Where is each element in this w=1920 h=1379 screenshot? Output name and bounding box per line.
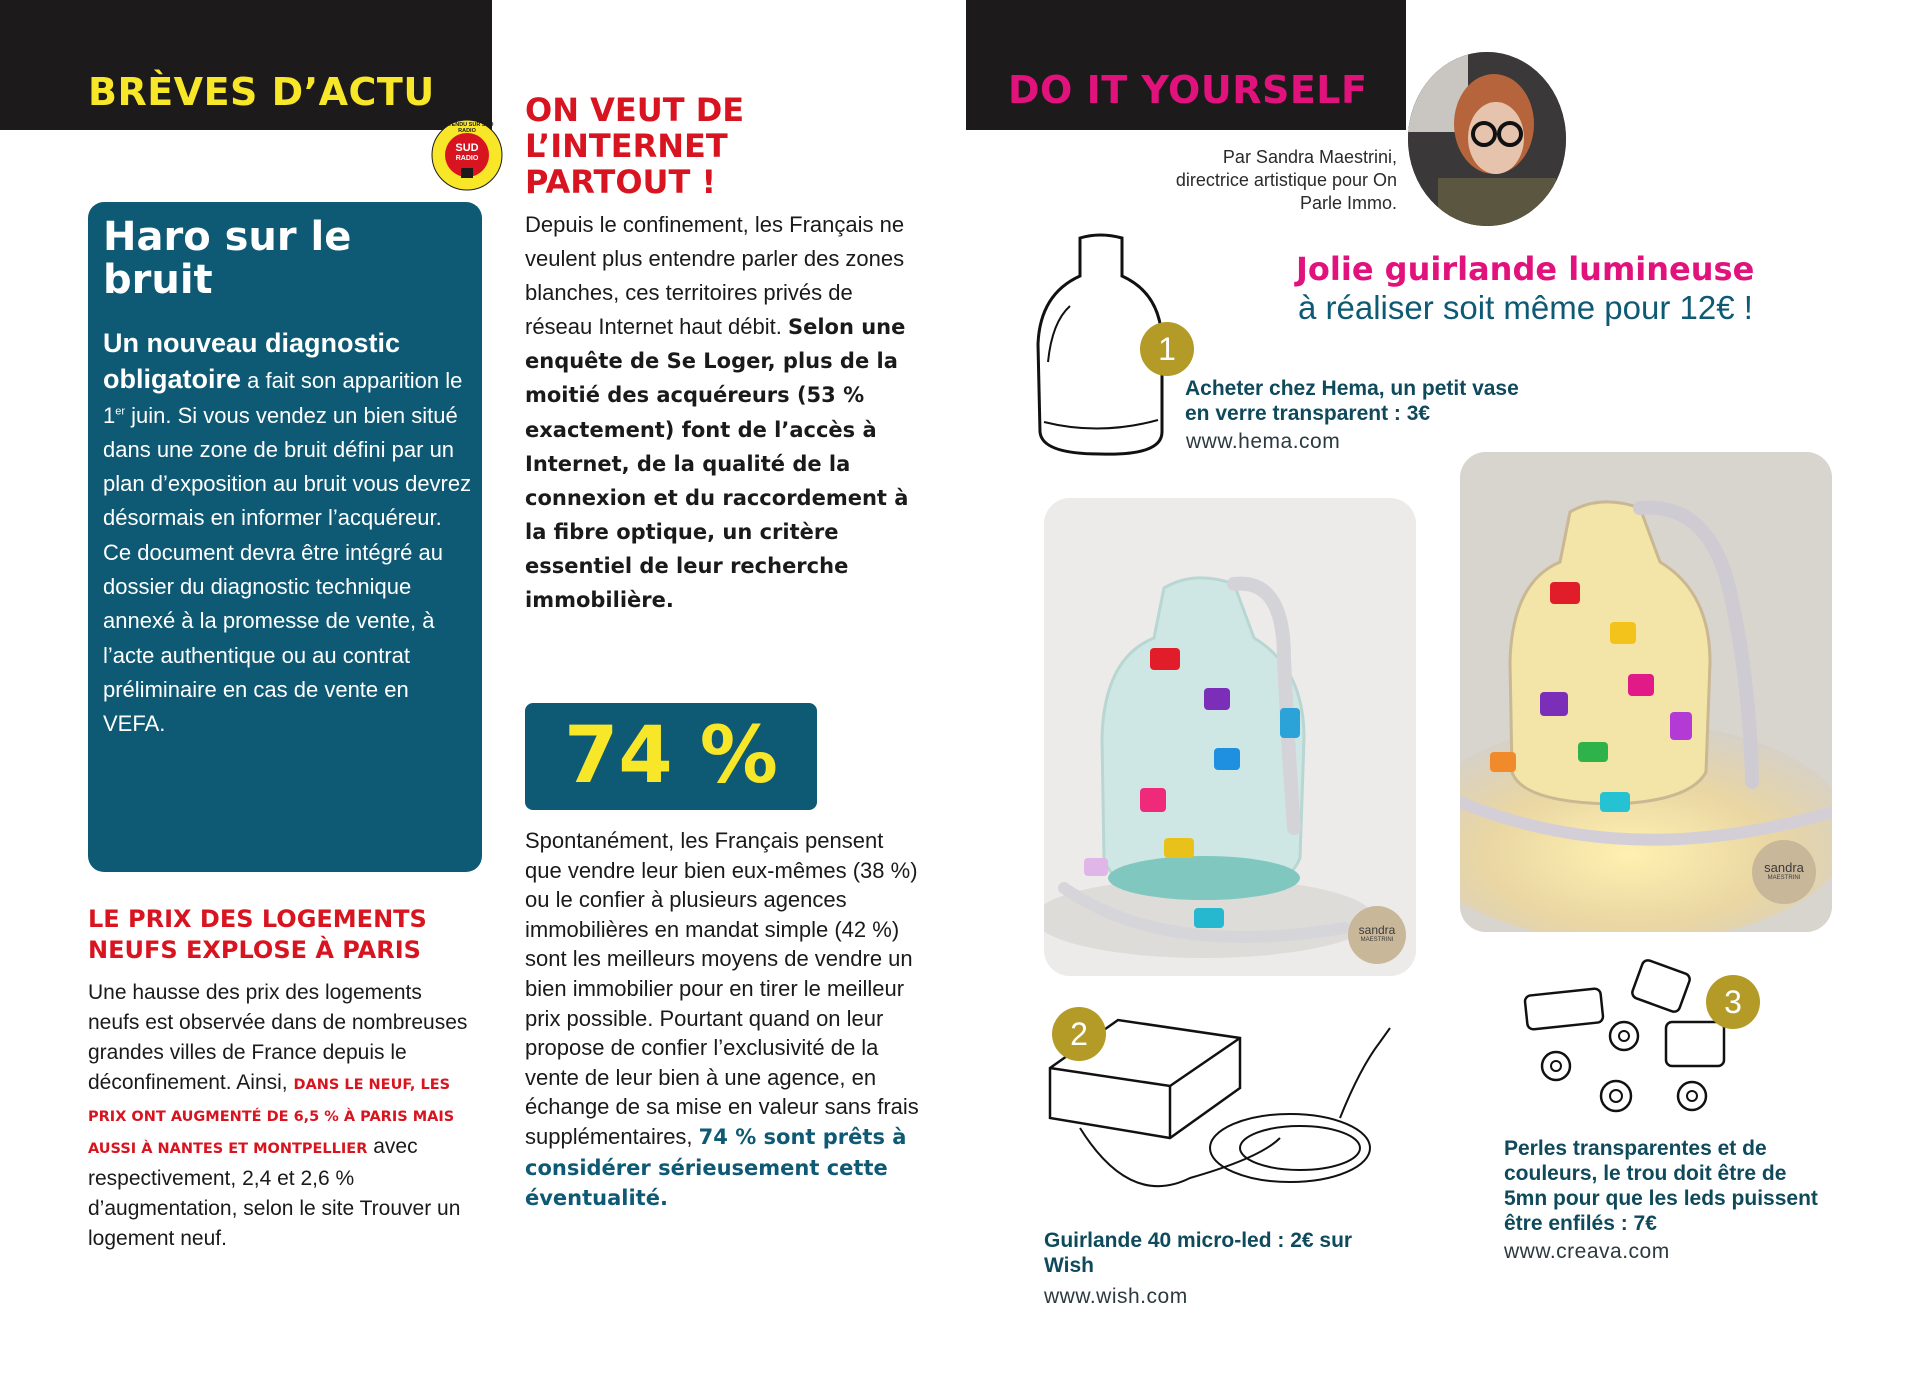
garland-photo-lit: [1460, 452, 1832, 932]
right-header-title: DO IT YOURSELF: [1008, 68, 1368, 112]
left-header-title: BRÈVES D’ACTU: [88, 70, 435, 114]
noise-article-box: [88, 202, 482, 872]
stat-value: 74 %: [564, 711, 778, 801]
step-2-text: Guirlande 40 micro-led : 2€ sur Wish: [1044, 1229, 1353, 1277]
step-3-text: Perles transparentes et de couleurs, le trou doit être de 5mn pour que les leds puissent être enfilés : 7€: [1504, 1137, 1818, 1235]
selling-body: [525, 826, 925, 1214]
garland-photo-unlit: [1044, 498, 1416, 976]
prices-text-b: avec respectivement, 2,4 et 2,6 % d’augmentation, selon le site Trouver un logement neuf.: [88, 1135, 461, 1250]
sud-radio-logo-line-2: RADIO: [455, 155, 479, 162]
noise-lead: Un nouveau diagnostic obligatoire: [103, 328, 401, 395]
selling-text-strong: 74 % sont prêts à considérer sérieusement cette éventualité.: [525, 1124, 907, 1211]
step-3-url: www.creava.com: [1504, 1240, 1670, 1263]
prices-text-a: Une hausse des prix des logements neufs est observée dans de nombreuses grandes villes de France depuis le déconfinement. Ainsi,: [88, 981, 468, 1094]
step-1-url: www.hema.com: [1186, 430, 1341, 453]
watermark-1-line-2: MAESTRINI: [1360, 937, 1394, 943]
diy-headline: Jolie guirlande lumineuse: [1296, 250, 1755, 288]
sud-radio-badge: [430, 118, 504, 192]
internet-body: [525, 208, 920, 617]
internet-text-strong: Selon une enquête de Se Loger, plus de la moitié des acquéreurs (53 % exactement) font de l’accès à Internet, de la qualité de la connexion et du raccordement à la fibre optique, un critère essentiel de leur recherche immobilière.: [525, 315, 909, 613]
prices-title: LE PRIX DES LOGEMENTS NEUFS EXPLOSE À PARIS: [88, 905, 427, 964]
watermark-2-line-1: sandra: [1764, 860, 1804, 875]
stat-box: [525, 703, 817, 810]
author-credit: Par Sandra Maestrini, directrice artistique pour On Parle Immo.: [1175, 147, 1397, 213]
internet-text-a: Depuis le confinement, les Français ne veulent plus entendre parler des zones blanches, ces territoires privés de réseau Internet haut débit.: [525, 212, 905, 340]
internet-title: ON VEUT DE L’INTERNET PARTOUT !: [525, 91, 745, 201]
step-3-number: 3: [1706, 975, 1760, 1029]
prices-text-red: DANS LE NEUF, LES PRIX ONT AUGMENTÉ DE 6,5 % À PARIS MAIS AUSSI À NANTES ET MONTPELLIER: [88, 1077, 455, 1157]
sud-radio-logo-line-1: SUD: [455, 142, 479, 154]
author-photo: [1408, 52, 1566, 226]
noise-text-a: a fait son apparition le 1: [103, 368, 463, 428]
noise-sup: er: [115, 405, 126, 418]
noise-title: Haro sur le bruit: [103, 214, 352, 303]
watermark-1: [1348, 906, 1406, 964]
step-1-text: Acheter chez Hema, un petit vase en verre transparent : 3€: [1185, 377, 1519, 425]
step-2-number: 2: [1052, 1007, 1106, 1061]
noise-body: [103, 326, 473, 742]
noise-text-b: juin. Si vous vendez un bien situé dans une zone de bruit défini par un plan d’exposition au bruit vous devrez désormais en informer l’acquéreur. Ce document devra être intégré au dossier du diagnostic technique annexé à la promesse de vente, à l’acte authentique ou au contrat préliminaire en cas de vente en VEFA.: [103, 402, 472, 737]
watermark-2-line-2: MAESTRINI: [1767, 875, 1801, 881]
selling-text-a: Spontanément, les Français pensent que vendre leur bien eux-mêmes (38 %) ou le confier à plusieurs agences immobilières en mandat simple (42 %) sont les meilleurs moyens de vendre un bien immobilier pour en tirer le meilleur prix possible. Pourtant quand on leur propose de confier l’exclusivité de la vente de leur bien à une agence, en échange de sa mise en valeur sans frais supplémentaires,: [525, 828, 919, 1149]
prices-body: [88, 978, 468, 1254]
step-1-number: 1: [1140, 322, 1194, 376]
watermark-2: [1752, 840, 1816, 904]
sud-radio-ring-text: ENTENDU SUR SUD RADIO: [440, 122, 494, 134]
step-2-url: www.wish.com: [1044, 1285, 1188, 1308]
diy-subheadline: à réaliser soit même pour 12€ !: [1298, 289, 1753, 326]
watermark-1-line-1: sandra: [1358, 923, 1396, 937]
